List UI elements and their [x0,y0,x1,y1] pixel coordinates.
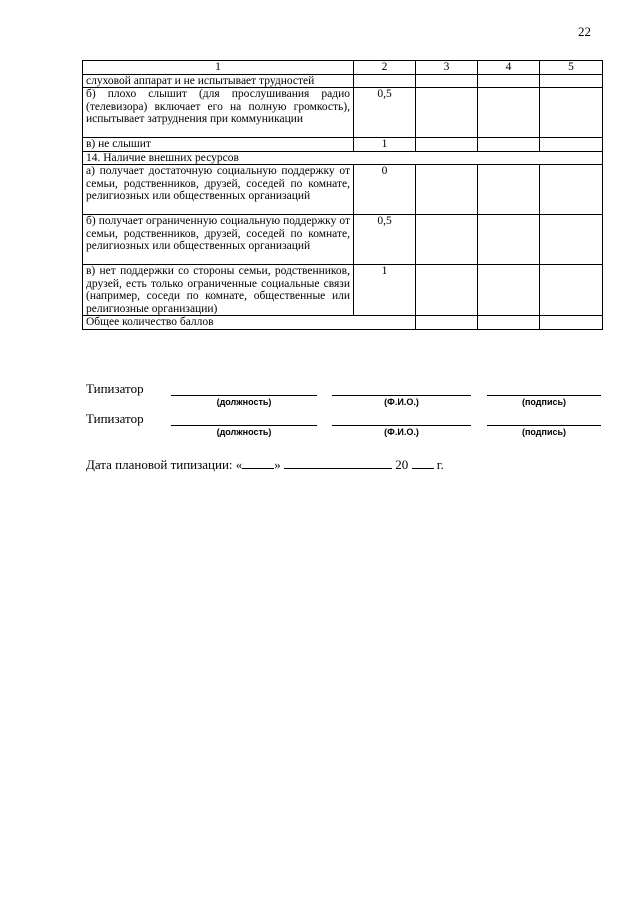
criterion-text: б) плохо слышит (для прослушивания радио (телевизора) включает его на полную громкость), испытывает затруднения при коммуникации [83,88,354,138]
empty-cell [478,74,540,88]
position-caption: (должность) [216,397,272,407]
section-row [83,151,603,165]
empty-cell [416,74,478,88]
table-row [83,138,603,152]
name-caption: (Ф.И.О.) [384,397,419,407]
signer-label: Типизатор [86,411,144,426]
position-line[interactable] [171,395,317,396]
empty-cell [478,138,540,152]
section-heading: 14. Наличие внешних ресурсов [83,151,603,165]
table-row [83,215,603,265]
empty-cell [478,265,540,316]
empty-cell [540,215,603,265]
criterion-text: слуховой аппарат и не испытывает трудностей [83,74,354,88]
empty-cell [540,138,603,152]
assessment-table [82,60,603,330]
column-header: 1 [83,61,354,75]
signature-line[interactable] [487,425,601,426]
empty-cell [540,74,603,88]
month-blank[interactable] [284,456,392,469]
table-row [83,265,603,316]
planned-date-line [86,456,444,473]
empty-cell [478,215,540,265]
name-caption: (Ф.И.О.) [384,427,419,437]
criterion-text: в) нет поддержки со стороны семьи, родственников, друзей, есть только ограниченные социальные связи (например, соседи по комнате, общественные или религиозные организации) [83,265,354,316]
empty-cell [478,88,540,138]
position-line[interactable] [171,425,317,426]
planned-date-mid: » [274,457,281,472]
empty-cell [416,88,478,138]
empty-cell [416,165,478,215]
table-row [83,88,603,138]
column-header: 4 [478,61,540,75]
year-prefix: 20 [395,457,409,472]
column-header: 2 [354,61,416,75]
criterion-score: 1 [354,265,416,316]
criterion-score: 1 [354,138,416,152]
signer-label: Типизатор [86,381,144,396]
empty-cell [540,265,603,316]
criterion-score: 0,5 [354,215,416,265]
signature-caption: (подпись) [521,397,567,407]
page-number: 22 [578,24,591,39]
table-row [83,74,603,88]
criterion-score: 0,5 [354,88,416,138]
table-header-row [83,61,603,75]
day-blank[interactable] [242,456,274,469]
signature-block-2 [86,411,606,451]
signature-line[interactable] [487,395,601,396]
name-line[interactable] [332,425,471,426]
table-row [83,165,603,215]
name-line[interactable] [332,395,471,396]
empty-cell [540,88,603,138]
year-blank[interactable] [412,456,434,469]
empty-cell [478,316,540,330]
criterion-text: б) получает ограниченную социальную поддержку от семьи, родственников, друзей, соседей по комнате, религиозных или общественных организаций [83,215,354,265]
total-label: Общее количество баллов [83,316,416,330]
criterion-score [354,74,416,88]
total-row [83,316,603,330]
criterion-text: в) не слышит [83,138,354,152]
criterion-score: 0 [354,165,416,215]
empty-cell [540,165,603,215]
position-caption: (должность) [216,427,272,437]
criterion-text: а) получает достаточную социальную поддержку от семьи, родственников, друзей, соседей по комнате, религиозных или общественных организаций [83,165,354,215]
column-header: 3 [416,61,478,75]
empty-cell [540,316,603,330]
empty-cell [478,165,540,215]
signature-caption: (подпись) [521,427,567,437]
empty-cell [416,316,478,330]
empty-cell [416,215,478,265]
empty-cell [416,138,478,152]
planned-date-prefix: Дата плановой типизации: « [86,457,243,472]
column-header: 5 [540,61,603,75]
empty-cell [416,265,478,316]
planned-date-suffix: г. [436,457,444,472]
